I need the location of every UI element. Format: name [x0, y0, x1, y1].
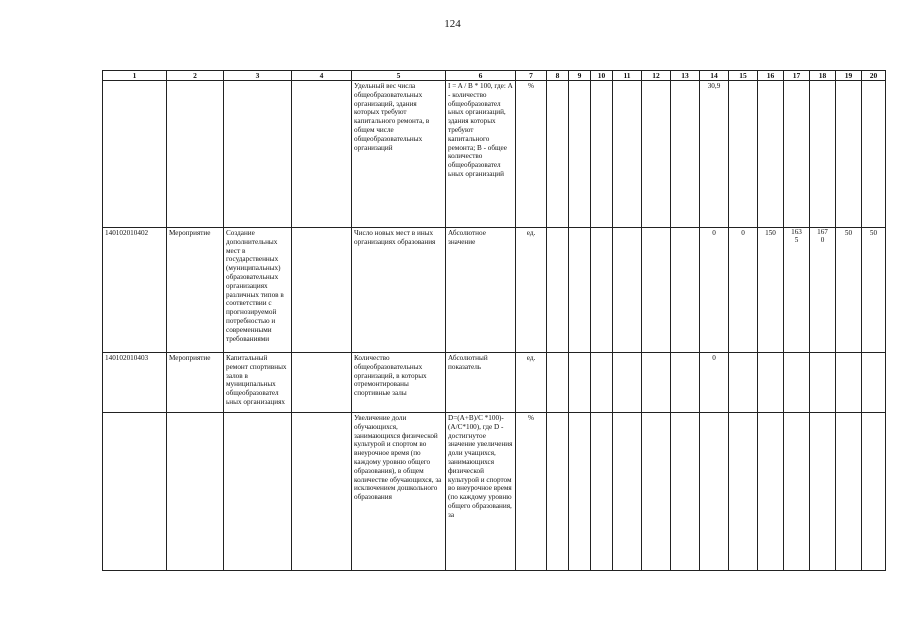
- column-header: 18: [810, 71, 836, 81]
- cell-col4: [292, 81, 352, 228]
- cell-description: [224, 81, 292, 228]
- value-part: 167: [817, 228, 828, 237]
- cell-value: [591, 413, 613, 571]
- cell-indicator: Удельный вес числа общеобразовательных организаций, здания которых требуют капитального ремонта, в общем числе общеобразовательных организаций: [352, 81, 446, 228]
- column-header: 20: [862, 71, 886, 81]
- cell-value: [700, 413, 729, 571]
- column-header: 4: [292, 71, 352, 81]
- cell-code: 140102010403: [103, 353, 167, 413]
- column-header: 15: [729, 71, 758, 81]
- cell-code: [103, 81, 167, 228]
- column-header: 13: [671, 71, 700, 81]
- cell-value: [784, 353, 810, 413]
- cell-value: [671, 413, 700, 571]
- column-header: 9: [569, 71, 591, 81]
- column-header: 17: [784, 71, 810, 81]
- cell-value: [784, 81, 810, 228]
- table-row: [103, 413, 886, 571]
- cell-type: [167, 413, 224, 571]
- cell-value: [569, 413, 591, 571]
- cell-formula: Абсолютный показатель: [446, 353, 516, 413]
- cell-col4: [292, 413, 352, 571]
- cell-value: 30,9: [700, 81, 729, 228]
- column-header: 6: [446, 71, 516, 81]
- cell-value: [671, 228, 700, 353]
- cell-indicator: Количество общеобразовательных организаций, в которых отремонтированы спортивные залы: [352, 353, 446, 413]
- table-row: [103, 228, 886, 353]
- cell-value: [569, 81, 591, 228]
- cell-value: 0: [729, 228, 758, 353]
- column-header: 2: [167, 71, 224, 81]
- cell-value: [836, 353, 862, 413]
- cell-value: [758, 413, 784, 571]
- cell-value: [729, 81, 758, 228]
- cell-value: [547, 81, 569, 228]
- cell-unit: ед.: [516, 228, 547, 353]
- cell-description: Создание дополнительных мест в государственных (муниципальных) образовательных организациях различных типов в соответствии с прогнозируемой потребностью и современными требованиями: [224, 228, 292, 353]
- cell-value: [613, 413, 642, 571]
- cell-value: [836, 81, 862, 228]
- cell-value: [642, 81, 671, 228]
- cell-formula: Абсолютное значение: [446, 228, 516, 353]
- cell-value: [671, 353, 700, 413]
- cell-value: [642, 228, 671, 353]
- cell-value: [729, 413, 758, 571]
- cell-type: [167, 81, 224, 228]
- cell-value: [547, 353, 569, 413]
- cell-value: [569, 353, 591, 413]
- cell-type: Мероприятие: [167, 353, 224, 413]
- cell-formula: I = A / B * 100, где: A - количество общеобразовател ьных организаций, здания которых требуют капитального ремонта; B - общее количество общеобразовател ьных организаций: [446, 81, 516, 228]
- column-header: 16: [758, 71, 784, 81]
- page-number: 124: [444, 18, 461, 30]
- cell-code: 140102010402: [103, 228, 167, 353]
- table-row: [103, 81, 886, 228]
- cell-value: [569, 228, 591, 353]
- cell-value: [613, 228, 642, 353]
- column-header: 3: [224, 71, 292, 81]
- cell-value: [862, 353, 886, 413]
- cell-value: [836, 413, 862, 571]
- cell-value: 150: [758, 228, 784, 353]
- table-row: [103, 353, 886, 413]
- cell-unit: ед.: [516, 353, 547, 413]
- cell-unit: %: [516, 81, 547, 228]
- cell-col4: [292, 353, 352, 413]
- cell-value: [729, 353, 758, 413]
- cell-value: 0: [700, 353, 729, 413]
- cell-col4: [292, 228, 352, 353]
- cell-value: [758, 81, 784, 228]
- cell-value: [758, 353, 784, 413]
- cell-value: [784, 413, 810, 571]
- cell-description: [224, 413, 292, 571]
- cell-value: 0: [700, 228, 729, 353]
- column-header: 19: [836, 71, 862, 81]
- cell-value: [547, 228, 569, 353]
- value-part: 5: [794, 236, 799, 245]
- column-header: 1: [103, 71, 167, 81]
- cell-value-wrapped: [784, 228, 810, 353]
- cell-formula: D=(A+B)/C *100)-(A/C*100), где D - достигнутое значение увеличения доли учащихся, занимающихся физической культурой и спортом во внеурочное время (по каждому уровню общего образования, за: [446, 413, 516, 571]
- column-header: 14: [700, 71, 729, 81]
- cell-value: [547, 413, 569, 571]
- cell-value: [810, 353, 836, 413]
- cell-value: [591, 353, 613, 413]
- cell-code: [103, 413, 167, 571]
- cell-value: [613, 353, 642, 413]
- column-header: 10: [591, 71, 613, 81]
- cell-indicator: Число новых мест в иных организациях образования: [352, 228, 446, 353]
- column-header: 8: [547, 71, 569, 81]
- cell-value-wrapped: [810, 228, 836, 353]
- column-header: 7: [516, 71, 547, 81]
- indicator-table: [102, 70, 886, 571]
- cell-value: [810, 413, 836, 571]
- cell-value: [591, 228, 613, 353]
- cell-value: [642, 353, 671, 413]
- cell-value: [671, 81, 700, 228]
- cell-type: Мероприятие: [167, 228, 224, 353]
- cell-value: [862, 413, 886, 571]
- cell-value: [591, 81, 613, 228]
- cell-value: 50: [862, 228, 886, 353]
- column-header: 11: [613, 71, 642, 81]
- value-part: 163: [791, 228, 802, 237]
- cell-indicator: Увеличение доли обучающихся, занимающихся физической культурой и спортом во внеурочное время (по каждому уровню общего образования), в общем количестве обучающихся, за исключением дошкольного образования: [352, 413, 446, 571]
- cell-description: Капитальный ремонт спортивных залов в муниципальных общеобразовател ьных организациях: [224, 353, 292, 413]
- header-row: [103, 71, 886, 81]
- value-part: 0: [820, 236, 825, 245]
- cell-value: [613, 81, 642, 228]
- column-header: 5: [352, 71, 446, 81]
- cell-value: [810, 81, 836, 228]
- cell-unit: %: [516, 413, 547, 571]
- column-header: 12: [642, 71, 671, 81]
- cell-value: [642, 413, 671, 571]
- cell-value: [862, 81, 886, 228]
- cell-value: 50: [836, 228, 862, 353]
